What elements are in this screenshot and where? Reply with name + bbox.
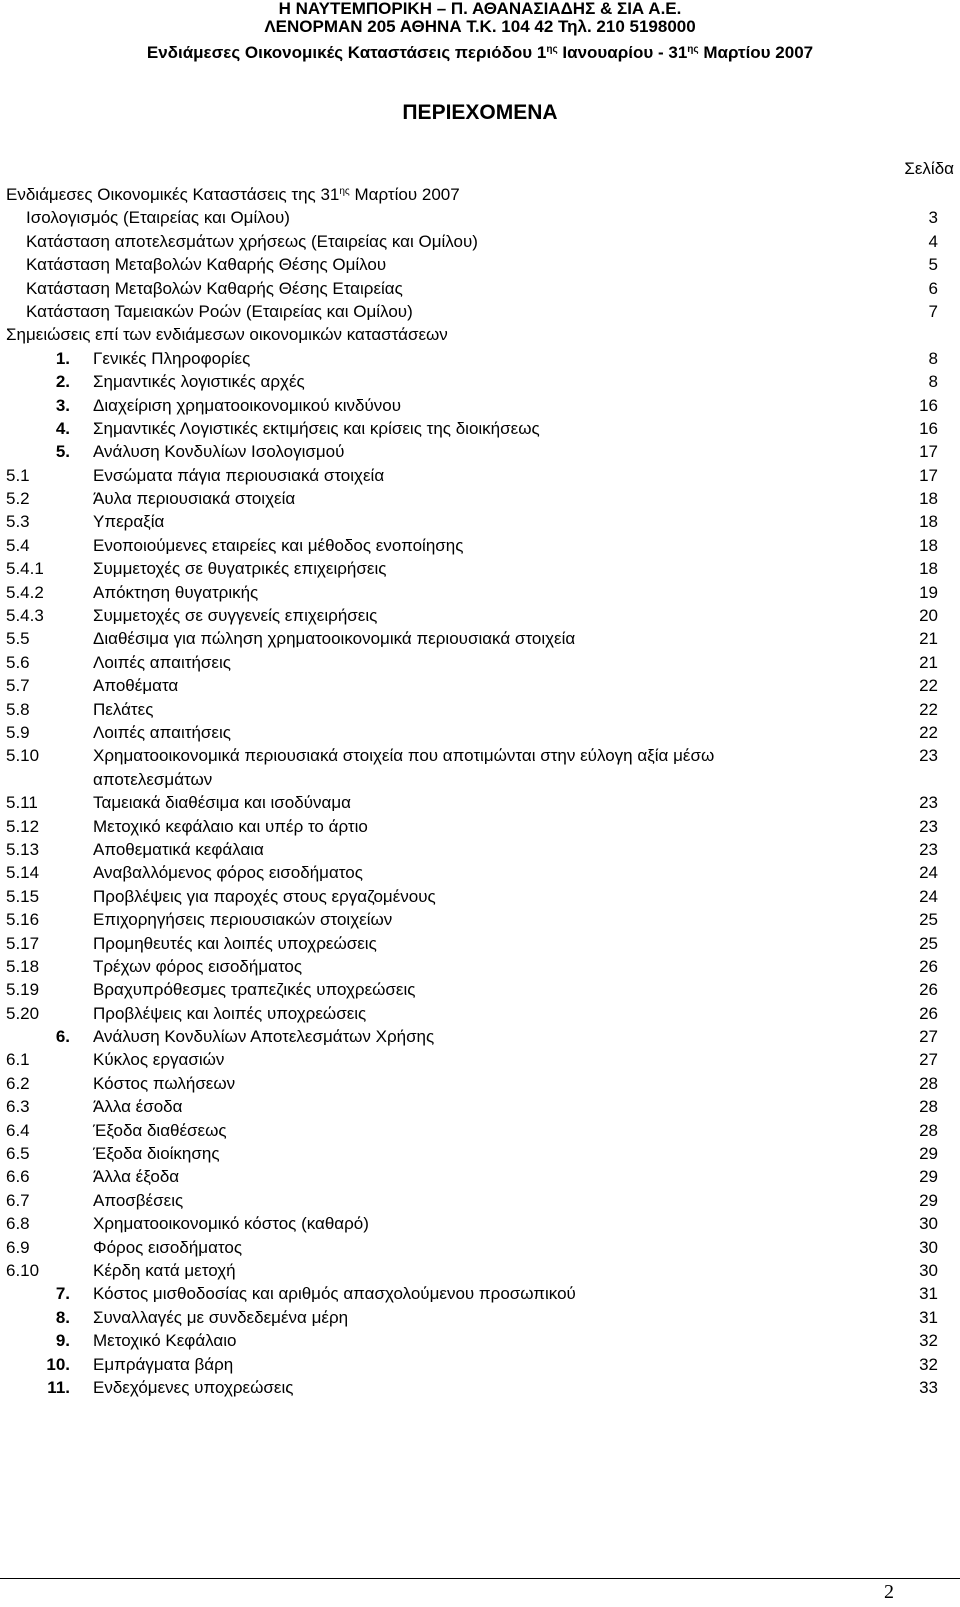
toc-entry: [0, 323, 960, 346]
toc-entry-page: 30: [919, 1260, 938, 1280]
toc-entry-page: 28: [919, 1097, 938, 1117]
toc-entry-number: 5.12: [6, 816, 40, 836]
toc-entry-number: 5.15: [6, 886, 40, 906]
toc-entry: [0, 1142, 960, 1165]
toc-entry: [0, 651, 960, 674]
toc-entry-page: 22: [919, 676, 938, 696]
toc-entry-label: Ταμειακά διαθέσιμα και ισοδύναμα: [93, 793, 351, 813]
toc-entry-number: 5.3: [6, 512, 30, 532]
toc-entry-number: 11.: [47, 1377, 70, 1397]
toc-entry-number: 7.: [55, 1284, 70, 1304]
toc-entry-page: 22: [919, 699, 938, 719]
toc-entry-number: 6.9: [6, 1237, 30, 1257]
toc-entry-page: 25: [919, 910, 938, 930]
toc-entry-label: Ισολογισμός (Εταιρείας και Ομίλου): [26, 208, 290, 228]
toc-entry-number: 5.4.1: [6, 559, 44, 579]
toc-entry-label: Κατάσταση αποτελεσμάτων χρήσεως (Εταιρείας και Ομίλου): [26, 231, 478, 251]
toc-entry: [0, 557, 960, 580]
toc-entry-label: Έξοδα διοίκησης: [93, 1144, 220, 1164]
toc-entry: [0, 534, 960, 557]
toc-entry-page: 7: [928, 301, 938, 321]
toc-entry-number: 5.10: [6, 746, 40, 766]
toc-entry-label: Άλλα έσοδα: [93, 1097, 183, 1117]
toc-entry-page: 3: [928, 208, 938, 228]
toc-entry-number: 6.6: [6, 1167, 30, 1187]
toc-entry-label: Διαχείριση χρηματοοικονομικού κινδύνου: [93, 395, 402, 415]
toc-entry: [0, 1165, 960, 1188]
toc-entry-number: 5.7: [6, 676, 30, 696]
toc-entry-label: Μετοχικό κεφάλαιο και υπέρ το άρτιο: [93, 816, 368, 836]
toc-entry-page: 16: [919, 395, 938, 415]
toc-entry-number: 6.5: [6, 1144, 30, 1164]
toc-entry: [0, 1306, 960, 1329]
toc-entry-number: 6.8: [6, 1214, 30, 1234]
toc-entry-number: 6.1: [6, 1050, 30, 1070]
toc-entry: [0, 955, 960, 978]
toc-entry-page: 20: [919, 606, 938, 626]
toc-entry-label: Εμπράγματα βάρη: [93, 1354, 234, 1374]
toc-entry: [0, 464, 960, 487]
toc-entry: [0, 1048, 960, 1071]
toc-entry-number: 5.17: [6, 933, 40, 953]
toc-entry-label: Λοιπές απαιτήσεις: [93, 722, 231, 742]
toc-entry-label: Κόστος πωλήσεων: [93, 1073, 236, 1093]
toc-entry-page: 21: [919, 629, 938, 649]
toc-entry: [0, 300, 960, 323]
page-number: 2: [884, 1581, 894, 1603]
toc-entry: [0, 440, 960, 463]
toc-entry-page: 18: [919, 559, 938, 579]
toc-entry-label: Έξοδα διαθέσεως: [93, 1120, 227, 1140]
toc-entry-number: 6.7: [6, 1190, 30, 1210]
page-title: ΠΕΡΙΕΧΟΜΕΝΑ: [402, 101, 558, 124]
toc-entry-label: Αποσβέσεις: [93, 1190, 184, 1210]
toc-entry: [0, 1002, 960, 1025]
toc-entry-label: Συμμετοχές σε θυγατρικές επιχειρήσεις: [93, 559, 387, 579]
toc-entry-number: 5.14: [6, 863, 40, 883]
toc-entry-number: 5.2: [6, 489, 30, 509]
toc-entry-label: Κέρδη κατά μετοχή: [93, 1260, 236, 1280]
toc-entry-number: 5.4.2: [6, 582, 44, 602]
toc-entry: [0, 861, 960, 884]
toc-entry: [0, 417, 960, 440]
toc-entry: [0, 510, 960, 533]
toc-entry-page: 26: [919, 956, 938, 976]
toc-entry-label: Λοιπές απαιτήσεις: [93, 652, 231, 672]
toc-entry: [0, 1119, 960, 1142]
toc-entry-label: Χρηματοοικονομικό κόστος (καθαρό): [93, 1214, 369, 1234]
toc-entry-page: 28: [919, 1120, 938, 1140]
toc-entry-page: 27: [919, 1050, 938, 1070]
toc-entry-number: 6.2: [6, 1073, 30, 1093]
toc-entry: [0, 581, 960, 604]
toc-entry-page: 4: [928, 231, 938, 251]
toc-entry-label: Αναβαλλόμενος φόρος εισοδήματος: [93, 863, 363, 883]
toc-entry: [0, 1329, 960, 1352]
toc-entry: [0, 370, 960, 393]
toc-entry: [0, 1353, 960, 1376]
toc-entry-page: 26: [919, 980, 938, 1000]
toc-entry: [0, 721, 960, 744]
toc-entry: [0, 838, 960, 861]
toc-entry-label: Επιχορηγήσεις περιουσιακών στοιχείων: [93, 910, 393, 930]
toc-entry-number: 5.4: [6, 535, 30, 555]
toc-entry: [0, 674, 960, 697]
toc-intro: Ενδιάμεσες Οικονομικές Καταστάσεις της $31^{\eta\varsigma}$ Μαρτίου 2007: [6, 185, 460, 204]
toc-entry-label: Γενικές Πληροφορίες: [93, 348, 251, 368]
toc-entry-label: Σημειώσεις επί των ενδιάμεσων οικονομικών καταστάσεων: [6, 325, 448, 345]
toc-entry-page: 18: [919, 535, 938, 555]
company-name: Η ΝΑΥΤΕΜΠΟΡΙΚΗ – Π. ΑΘΑΝΑΣΙΑΔΗΣ & ΣΙΑ Α.Ε.: [278, 0, 682, 18]
toc-entry-label: Απόκτηση θυγατρικής: [93, 582, 259, 602]
toc-entry-label: Τρέχων φόρος εισοδήματος: [93, 956, 303, 976]
toc-entry-number: 5.8: [6, 699, 30, 719]
toc-entry-page: 32: [919, 1331, 938, 1351]
toc-entry: [0, 791, 960, 814]
toc-entry-label: Προβλέψεις και λοιπές υποχρεώσεις: [93, 1003, 367, 1023]
toc-entry: [0, 1212, 960, 1235]
toc-entry-page: 29: [919, 1144, 938, 1164]
toc-entry-number: 5.16: [6, 910, 40, 930]
toc-entry-label: Κατάσταση Ταμειακών Ροών (Εταιρείας και Ομίλου): [26, 301, 413, 321]
toc-entry-page: 19: [919, 582, 938, 602]
toc-entry: [0, 1095, 960, 1118]
toc-entry-label: Συμμετοχές σε συγγενείς επιχειρήσεις: [93, 606, 378, 626]
toc-entry-label: Βραχυπρόθεσμες τραπεζικές υποχρεώσεις: [93, 980, 416, 1000]
toc-entry-label: Ενοποιούμενες εταιρείες και μέθοδος ενοποίησης: [93, 535, 464, 555]
toc-entry: [0, 744, 960, 791]
toc-entry-number: 1.: [55, 348, 70, 368]
toc-entry-label: Ανάλυση Κονδυλίων Ισολογισμού: [93, 442, 345, 462]
toc-entry-page: 33: [919, 1377, 938, 1397]
toc-entry: [0, 885, 960, 908]
toc-entry-page: 24: [919, 863, 938, 883]
toc-entry: [0, 394, 960, 417]
toc-entry-label: Διαθέσιμα για πώληση χρηματοοικονομικά περιουσιακά στοιχεία: [93, 629, 576, 649]
toc-entry: [0, 978, 960, 1001]
toc-entry: [0, 230, 960, 253]
toc-entry-page: 18: [919, 489, 938, 509]
toc-entry-label: Υπεραξία: [93, 512, 165, 532]
toc-entry-number: 5.11: [6, 793, 38, 813]
toc-entry-label: Πελάτες: [93, 699, 154, 719]
toc-entry-number: 5.: [55, 442, 70, 462]
toc-entry: [0, 253, 960, 276]
toc-entry-label: Κατάσταση Μεταβολών Καθαρής Θέσης Ομίλου: [26, 255, 387, 275]
toc-entry-label: Άυλα περιουσιακά στοιχεία: [93, 489, 296, 509]
toc-entry-page: 25: [919, 933, 938, 953]
toc-entry-number: 5.1: [6, 465, 30, 485]
toc-entry-number: 5.19: [6, 980, 40, 1000]
toc-entry: [0, 347, 960, 370]
toc-entry-page: 17: [919, 442, 938, 462]
toc-entry-page: 8: [928, 348, 938, 368]
toc-entry-label: Φόρος εισοδήματος: [93, 1237, 243, 1257]
toc-entry-label: Ανάλυση Κονδυλίων Αποτελεσμάτων Χρήσης: [93, 1027, 435, 1047]
toc-entry: [0, 1282, 960, 1305]
toc-entry: [0, 1259, 960, 1282]
toc-entry-number: 6.4: [6, 1120, 30, 1140]
toc-entry-page: 23: [919, 816, 938, 836]
toc-entry: [0, 815, 960, 838]
toc-entry-page: 23: [919, 839, 938, 859]
toc-entry-label: Ενσώματα πάγια περιουσιακά στοιχεία: [93, 465, 385, 485]
toc-entry: [0, 908, 960, 931]
toc-entry-page: 23: [919, 793, 938, 813]
toc-entry-number: 6.10: [6, 1260, 40, 1280]
toc-entry-page: 31: [919, 1284, 938, 1304]
toc-entry-label: Σημαντικές Λογιστικές εκτιμήσεις και κρίσεις της διοικήσεως: [93, 418, 540, 438]
toc-entry-label: Κατάσταση Μεταβολών Καθαρής Θέσης Εταιρείας: [26, 278, 403, 298]
toc-entry-number: 3.: [55, 395, 70, 415]
toc-entry-label: Προμηθευτές και λοιπές υποχρεώσεις: [93, 933, 377, 953]
toc-entry-number: 10.: [46, 1354, 70, 1374]
toc-entry-label: Μετοχικό Κεφάλαιο: [93, 1331, 237, 1351]
toc-entry-page: 29: [919, 1190, 938, 1210]
table-of-contents: [0, 183, 960, 1399]
company-address: ΛΕΝΟΡΜΑΝ 205 ΑΘΗΝΑ Τ.Κ. 104 42 Τηλ. 210 5198000: [264, 17, 696, 36]
toc-entry-page: 6: [928, 278, 938, 298]
toc-entry-label: Άλλα έξοδα: [93, 1167, 180, 1187]
toc-entry-page: 24: [919, 886, 938, 906]
toc-entry: [0, 1236, 960, 1259]
toc-entry-page: 31: [919, 1307, 938, 1327]
toc-entry-number: 5.5: [6, 629, 30, 649]
toc-entry-number: 2.: [55, 372, 70, 392]
toc-entry: [0, 627, 960, 650]
toc-entry: [0, 698, 960, 721]
toc-entry-number: 6.: [55, 1027, 70, 1047]
toc-entry: [0, 487, 960, 510]
toc-entry: [0, 1376, 960, 1399]
toc-entry-number: 5.6: [6, 652, 30, 672]
toc-entry-number: 8.: [55, 1307, 70, 1327]
toc-entry-page: 30: [919, 1237, 938, 1257]
toc-entry-number: 5.4.3: [6, 606, 44, 626]
toc-entry-label: Ενδεχόμενες υποχρεώσεις: [93, 1377, 294, 1397]
toc-entry-page: 27: [919, 1027, 938, 1047]
toc-entry-label: Προβλέψεις για παροχές στους εργαζομένους: [93, 886, 436, 906]
toc-entry-number: 5.13: [6, 839, 40, 859]
toc-entry-label: Κύκλος εργασιών: [93, 1050, 225, 1070]
toc-entry-page: 8: [928, 372, 938, 392]
toc-entry-page: 23: [919, 746, 938, 766]
toc-entry-number: 9.: [55, 1331, 70, 1351]
toc-entry: [0, 1025, 960, 1048]
toc-entry-number: 5.9: [6, 722, 30, 742]
toc-entry-page: 17: [919, 465, 938, 485]
toc-entry-page: 30: [919, 1214, 938, 1234]
toc-entry-label: Συναλλαγές με συνδεδεμένα μέρη: [93, 1307, 349, 1327]
toc-entry-label: Αποθεματικά κεφάλαια: [93, 839, 264, 859]
toc-entry-page: 5: [928, 255, 938, 275]
toc-entry-number: 6.3: [6, 1097, 30, 1117]
toc-entry-label: Σημαντικές λογιστικές αρχές: [93, 372, 305, 392]
footer-rule: [0, 1578, 960, 1579]
toc-entry: [0, 1072, 960, 1095]
toc-entry-number: 4.: [55, 418, 70, 438]
toc-entry-label: Χρηματοοικονομικά περιουσιακά στοιχεία που αποτιμώνται στην εύλογη αξία μέσω αποτελεσμάτων: [93, 746, 715, 789]
toc-entry: [0, 932, 960, 955]
toc-entry-number: 5.20: [6, 1003, 40, 1023]
toc-entry: [0, 277, 960, 300]
toc-entry-page: 29: [919, 1167, 938, 1187]
toc-entry-page: 18: [919, 512, 938, 532]
toc-entry-label: Κόστος μισθοδοσίας και αριθμός απασχολούμενου προσωπικού: [93, 1284, 576, 1304]
toc-entry-page: 26: [919, 1003, 938, 1023]
toc-entry-number: 5.18: [6, 956, 40, 976]
toc-entry: [0, 604, 960, 627]
page-column-label: Σελίδα: [904, 159, 954, 178]
toc-entry-label: Αποθέματα: [93, 676, 179, 696]
report-period: Ενδιάμεσες Οικονομικές Καταστάσεις περιόδου $1^{\eta\varsigma}$ Ιανουαρίου - $31^{\eta\varsigma}$ Μαρτίου 2007: [146, 43, 814, 62]
toc-entry-page: 28: [919, 1073, 938, 1093]
toc-entry-page: 22: [919, 722, 938, 742]
toc-entry-page: 16: [919, 418, 938, 438]
toc-entry-page: 32: [919, 1354, 938, 1374]
toc-entry-page: 21: [919, 652, 938, 672]
toc-entry: [0, 1189, 960, 1212]
toc-entry: [0, 206, 960, 229]
